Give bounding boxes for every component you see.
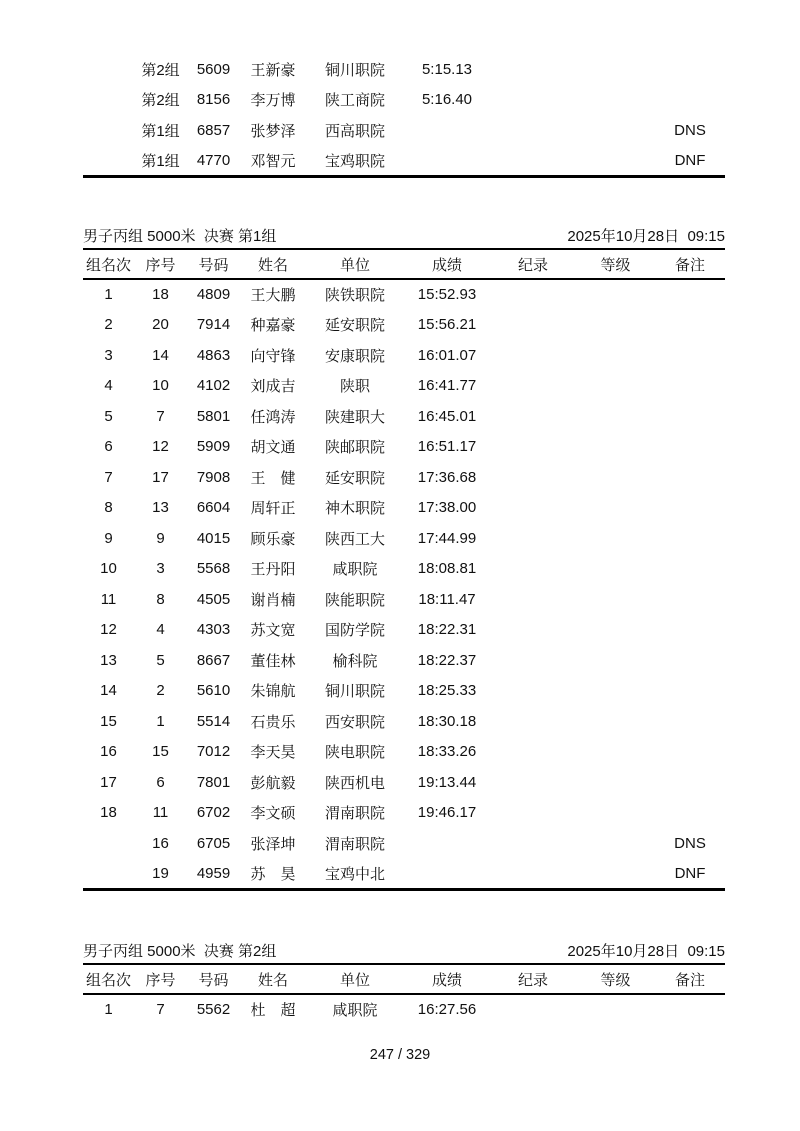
table-row [83, 371, 725, 402]
cell-record [490, 340, 576, 371]
cell-rank [83, 146, 134, 177]
col-header-name: 姓名 [240, 250, 306, 279]
cell-grade [576, 340, 655, 371]
cell-unit: 铜川职院 [324, 683, 385, 701]
cell-rank: 7 [104, 468, 113, 486]
cell-result: 18:33.26 [417, 743, 477, 761]
cell-serial: 18 [152, 286, 169, 304]
cell-remark [655, 994, 725, 1025]
cell-rank: 2 [104, 316, 113, 334]
cell-grade [576, 462, 655, 493]
cell-serial: 12 [152, 438, 169, 456]
cell-number: 4303 [196, 621, 231, 639]
cell-number: 7908 [196, 468, 231, 486]
table-row [83, 310, 725, 341]
cell-name: 胡文通 [250, 439, 296, 457]
table-row [83, 554, 725, 585]
cell-result: 15:56.21 [417, 316, 477, 334]
col-header-remark: 备注 [655, 965, 725, 994]
cell-unit: 渭南职院 [324, 805, 385, 823]
col-header-number: 号码 [187, 965, 240, 994]
table-row [83, 340, 725, 371]
table-row [83, 85, 725, 116]
table-row [83, 584, 725, 615]
cell-number: 8667 [196, 651, 231, 669]
cell-serial: 19 [152, 864, 169, 882]
cell-name: 彭航毅 [250, 774, 296, 792]
cell-result [404, 828, 490, 859]
cell-record [490, 584, 576, 615]
col-header-serial: 序号 [134, 250, 187, 279]
cell-unit: 西安职院 [324, 713, 385, 731]
cell-result [404, 146, 490, 177]
cell-number: 7914 [196, 316, 231, 334]
cell-remark [655, 737, 725, 768]
cell-unit: 咸职院 [332, 561, 378, 579]
cell-unit: 延安职院 [324, 469, 385, 487]
cell-remark [655, 279, 725, 310]
cell-serial: 7 [156, 1001, 165, 1019]
cell-remark [655, 615, 725, 646]
cell-remark [655, 676, 725, 707]
cell-record [490, 828, 576, 859]
col-header-remark: 备注 [655, 250, 725, 279]
table-row [83, 645, 725, 676]
page-number: 247 / 329 [369, 1047, 431, 1063]
col-header-unit: 单位 [306, 250, 404, 279]
cell-rank: 4 [104, 377, 113, 395]
cell-number: 4770 [196, 151, 231, 169]
cell-result: 5:16.40 [421, 91, 473, 109]
cell-record [490, 798, 576, 829]
cell-result: 16:45.01 [417, 407, 477, 425]
cell-grade [576, 859, 655, 890]
cell-grade [576, 54, 655, 85]
cell-rank: 8 [104, 499, 113, 517]
cell-serial: 第1组 [141, 122, 180, 140]
previous-table-fragment [83, 54, 725, 178]
cell-rank: 14 [100, 682, 117, 700]
cell-number: 4505 [196, 590, 231, 608]
table-row [83, 615, 725, 646]
cell-rank: 11 [100, 590, 117, 608]
cell-record [490, 676, 576, 707]
cell-name: 王丹阳 [250, 561, 296, 579]
cell-result: 15:52.93 [417, 286, 477, 304]
cell-serial: 4 [156, 621, 165, 639]
cell-rank: 9 [104, 529, 113, 547]
cell-number: 5514 [196, 712, 231, 730]
section-header [83, 937, 725, 965]
cell-record [490, 462, 576, 493]
col-header-rank: 组名次 [83, 965, 134, 994]
cell-remark [655, 584, 725, 615]
cell-result: 18:22.31 [417, 621, 477, 639]
cell-grade [576, 706, 655, 737]
cell-name: 杜 超 [250, 1002, 296, 1020]
cell-record [490, 994, 576, 1025]
cell-record [490, 115, 576, 146]
cell-record [490, 432, 576, 463]
section-heat1 [83, 222, 725, 891]
cell-remark [655, 371, 725, 402]
cell-remark [655, 706, 725, 737]
cell-rank: 1 [104, 286, 113, 304]
cell-record [490, 310, 576, 341]
cell-number: 6702 [196, 804, 231, 822]
cell-grade [576, 584, 655, 615]
cell-name: 向守锋 [250, 347, 296, 365]
cell-number: 5909 [196, 438, 231, 456]
cell-serial: 1 [156, 712, 165, 730]
cell-grade [576, 523, 655, 554]
cell-name: 苏 昊 [250, 865, 296, 883]
cell-number: 4809 [196, 286, 231, 304]
cell-record [490, 85, 576, 116]
table-row [83, 54, 725, 85]
cell-rank: 10 [100, 560, 117, 578]
cell-serial: 6 [156, 773, 165, 791]
cell-result: 16:51.17 [417, 438, 477, 456]
table-row [83, 462, 725, 493]
cell-number: 5609 [196, 60, 231, 78]
cell-name: 王大鹏 [250, 287, 296, 305]
cell-rank: 1 [104, 1001, 113, 1019]
cell-unit: 陕工商院 [324, 92, 385, 110]
cell-result: 16:01.07 [417, 346, 477, 364]
cell-record [490, 554, 576, 585]
cell-serial: 2 [156, 682, 165, 700]
table-row [83, 706, 725, 737]
cell-unit: 陕西机电 [324, 774, 385, 792]
table-header-row [83, 965, 725, 994]
cell-serial: 15 [152, 743, 169, 761]
cell-result: 18:30.18 [417, 712, 477, 730]
event-datetime: 2025年10月28日 09:15 [567, 227, 725, 245]
cell-record [490, 523, 576, 554]
cell-serial: 第1组 [141, 152, 180, 170]
cell-name: 王 健 [250, 469, 296, 487]
cell-unit: 陕建职大 [324, 408, 385, 426]
table-row [83, 798, 725, 829]
cell-grade [576, 115, 655, 146]
cell-serial: 16 [152, 834, 169, 852]
col-header-rank: 组名次 [83, 250, 134, 279]
cell-remark [655, 523, 725, 554]
col-header-result: 成绩 [404, 965, 490, 994]
cell-name: 李万博 [250, 92, 296, 110]
cell-unit: 咸职院 [332, 1002, 378, 1020]
cell-name: 周轩正 [250, 500, 296, 518]
cell-record [490, 767, 576, 798]
cell-serial: 3 [156, 560, 165, 578]
cell-number: 4959 [196, 864, 231, 882]
cell-remark: DNF [674, 151, 706, 169]
col-header-number: 号码 [187, 250, 240, 279]
cell-rank: 17 [100, 773, 117, 791]
cell-unit: 西高职院 [324, 122, 385, 140]
cell-grade [576, 146, 655, 177]
cell-grade [576, 645, 655, 676]
cell-remark [655, 798, 725, 829]
cell-remark [655, 645, 725, 676]
cell-serial: 17 [152, 468, 169, 486]
cell-rank: 12 [100, 621, 117, 639]
cell-rank: 16 [100, 743, 117, 761]
cell-result: 17:44.99 [417, 529, 477, 547]
table-row [83, 401, 725, 432]
cell-result: 19:46.17 [417, 804, 477, 822]
cell-name: 刘成吉 [250, 378, 296, 396]
cell-rank [83, 85, 134, 116]
cell-record [490, 645, 576, 676]
table-header-row [83, 250, 725, 279]
cell-number: 5568 [196, 560, 231, 578]
cell-rank: 6 [104, 438, 113, 456]
cell-remark [655, 54, 725, 85]
cell-number: 5610 [196, 682, 231, 700]
cell-unit: 神木职院 [324, 500, 385, 518]
cell-remark [655, 493, 725, 524]
cell-grade [576, 737, 655, 768]
cell-serial: 10 [152, 377, 169, 395]
cell-name: 李天昊 [250, 744, 296, 762]
cell-remark [655, 554, 725, 585]
cell-record [490, 859, 576, 890]
cell-rank [83, 115, 134, 146]
cell-name: 顾乐豪 [250, 530, 296, 548]
cell-result: 18:08.81 [417, 560, 477, 578]
results-table-heat1 [83, 250, 725, 891]
cell-number: 6705 [196, 834, 231, 852]
cell-name: 石贵乐 [250, 713, 296, 731]
table-row [83, 146, 725, 177]
table-row [83, 493, 725, 524]
cell-record [490, 401, 576, 432]
cell-remark [655, 85, 725, 116]
cell-grade [576, 432, 655, 463]
cell-unit: 铜川职院 [324, 61, 385, 79]
event-datetime: 2025年10月28日 09:15 [567, 942, 725, 960]
cell-name: 董佳林 [250, 652, 296, 670]
cell-result: 18:25.33 [417, 682, 477, 700]
cell-serial: 第2组 [141, 92, 180, 110]
table-row [83, 859, 725, 890]
cell-result: 17:38.00 [417, 499, 477, 517]
cell-rank [83, 828, 134, 859]
cell-grade [576, 371, 655, 402]
cell-grade [576, 310, 655, 341]
cell-grade [576, 828, 655, 859]
cell-remark [655, 462, 725, 493]
cell-record [490, 737, 576, 768]
cell-serial: 第2组 [141, 61, 180, 79]
cell-rank: 18 [100, 804, 117, 822]
cell-name: 任鸿涛 [250, 408, 296, 426]
event-title: 男子丙组 5000米 决赛 第1组 [83, 227, 277, 245]
cell-grade [576, 493, 655, 524]
cell-remark: DNS [674, 834, 706, 852]
cell-record [490, 493, 576, 524]
cell-number: 7801 [196, 773, 231, 791]
cell-number: 6857 [196, 121, 231, 139]
event-title: 男子丙组 5000米 决赛 第2组 [83, 942, 277, 960]
cell-name: 朱锦航 [250, 683, 296, 701]
cell-result: 16:41.77 [417, 377, 477, 395]
cell-number: 5801 [196, 407, 231, 425]
cell-remark: DNS [674, 121, 706, 139]
cell-grade [576, 994, 655, 1025]
cell-name: 张梦泽 [250, 122, 296, 140]
cell-number: 4015 [196, 529, 231, 547]
cell-unit: 宝鸡中北 [324, 865, 385, 883]
cell-grade [576, 798, 655, 829]
cell-remark [655, 340, 725, 371]
cell-grade [576, 554, 655, 585]
cell-name: 张泽坤 [250, 835, 296, 853]
cell-unit: 延安职院 [324, 317, 385, 335]
cell-unit: 宝鸡职院 [324, 152, 385, 170]
cell-serial: 14 [152, 346, 169, 364]
cell-rank [83, 859, 134, 890]
cell-serial: 20 [152, 316, 169, 334]
cell-record [490, 279, 576, 310]
cell-result [404, 115, 490, 146]
cell-record [490, 146, 576, 177]
cell-grade [576, 615, 655, 646]
cell-grade [576, 401, 655, 432]
cell-serial: 8 [156, 590, 165, 608]
cell-rank [83, 54, 134, 85]
cell-grade [576, 676, 655, 707]
cell-unit: 陕职 [339, 378, 370, 396]
cell-rank: 3 [104, 346, 113, 364]
cell-serial: 9 [156, 529, 165, 547]
cell-number: 8156 [196, 91, 231, 109]
cell-result: 5:15.13 [421, 60, 473, 78]
cell-unit: 陕西工大 [324, 530, 385, 548]
cell-record [490, 371, 576, 402]
cell-rank: 5 [104, 407, 113, 425]
cell-name: 邓智元 [250, 152, 296, 170]
cell-remark [655, 432, 725, 463]
results-table-heat2 [83, 965, 725, 1025]
cell-number: 5562 [196, 1001, 231, 1019]
cell-remark: DNF [674, 864, 706, 882]
section-heat2 [83, 937, 725, 1025]
cell-result: 19:13.44 [417, 773, 477, 791]
table-row [83, 767, 725, 798]
cell-unit: 陕铁职院 [324, 287, 385, 305]
col-header-grade: 等级 [576, 965, 655, 994]
cell-serial: 11 [152, 804, 169, 822]
col-header-record: 纪录 [490, 250, 576, 279]
cell-name: 李文硕 [250, 805, 296, 823]
cell-number: 6604 [196, 499, 231, 517]
cell-name: 苏文宽 [250, 622, 296, 640]
cell-record [490, 54, 576, 85]
cell-number: 4102 [196, 377, 231, 395]
cell-name: 谢肖楠 [250, 591, 296, 609]
fragment-table [83, 54, 725, 178]
cell-record [490, 615, 576, 646]
cell-name: 种嘉豪 [250, 317, 296, 335]
cell-unit: 陕电职院 [324, 744, 385, 762]
cell-rank: 15 [100, 712, 117, 730]
cell-result: 17:36.68 [417, 468, 477, 486]
cell-serial: 13 [152, 499, 169, 517]
cell-record [490, 706, 576, 737]
cell-unit: 陕邮职院 [324, 439, 385, 457]
cell-result [404, 859, 490, 890]
section-header [83, 222, 725, 250]
cell-unit: 渭南职院 [324, 835, 385, 853]
col-header-serial: 序号 [134, 965, 187, 994]
cell-remark [655, 310, 725, 341]
cell-grade [576, 85, 655, 116]
cell-unit: 国防学院 [324, 622, 385, 640]
cell-unit: 陕能职院 [324, 591, 385, 609]
col-header-record: 纪录 [490, 965, 576, 994]
cell-result: 18:11.47 [418, 590, 476, 608]
cell-unit: 安康职院 [324, 347, 385, 365]
table-row [83, 676, 725, 707]
col-header-grade: 等级 [576, 250, 655, 279]
cell-serial: 7 [156, 407, 165, 425]
cell-unit: 榆科院 [332, 652, 378, 670]
cell-remark [655, 767, 725, 798]
cell-name: 王新豪 [250, 61, 296, 79]
cell-remark [655, 401, 725, 432]
cell-number: 7012 [196, 743, 231, 761]
col-header-result: 成绩 [404, 250, 490, 279]
cell-result: 16:27.56 [417, 1001, 477, 1019]
cell-result: 18:22.37 [417, 651, 477, 669]
col-header-name: 姓名 [240, 965, 306, 994]
table-row [83, 737, 725, 768]
cell-number: 4863 [196, 346, 231, 364]
cell-serial: 5 [156, 651, 165, 669]
table-row [83, 115, 725, 146]
table-row [83, 994, 725, 1025]
cell-grade [576, 279, 655, 310]
col-header-unit: 单位 [306, 965, 404, 994]
table-row [83, 279, 725, 310]
table-row [83, 828, 725, 859]
table-row [83, 523, 725, 554]
cell-grade [576, 767, 655, 798]
table-row [83, 432, 725, 463]
cell-rank: 13 [100, 651, 117, 669]
